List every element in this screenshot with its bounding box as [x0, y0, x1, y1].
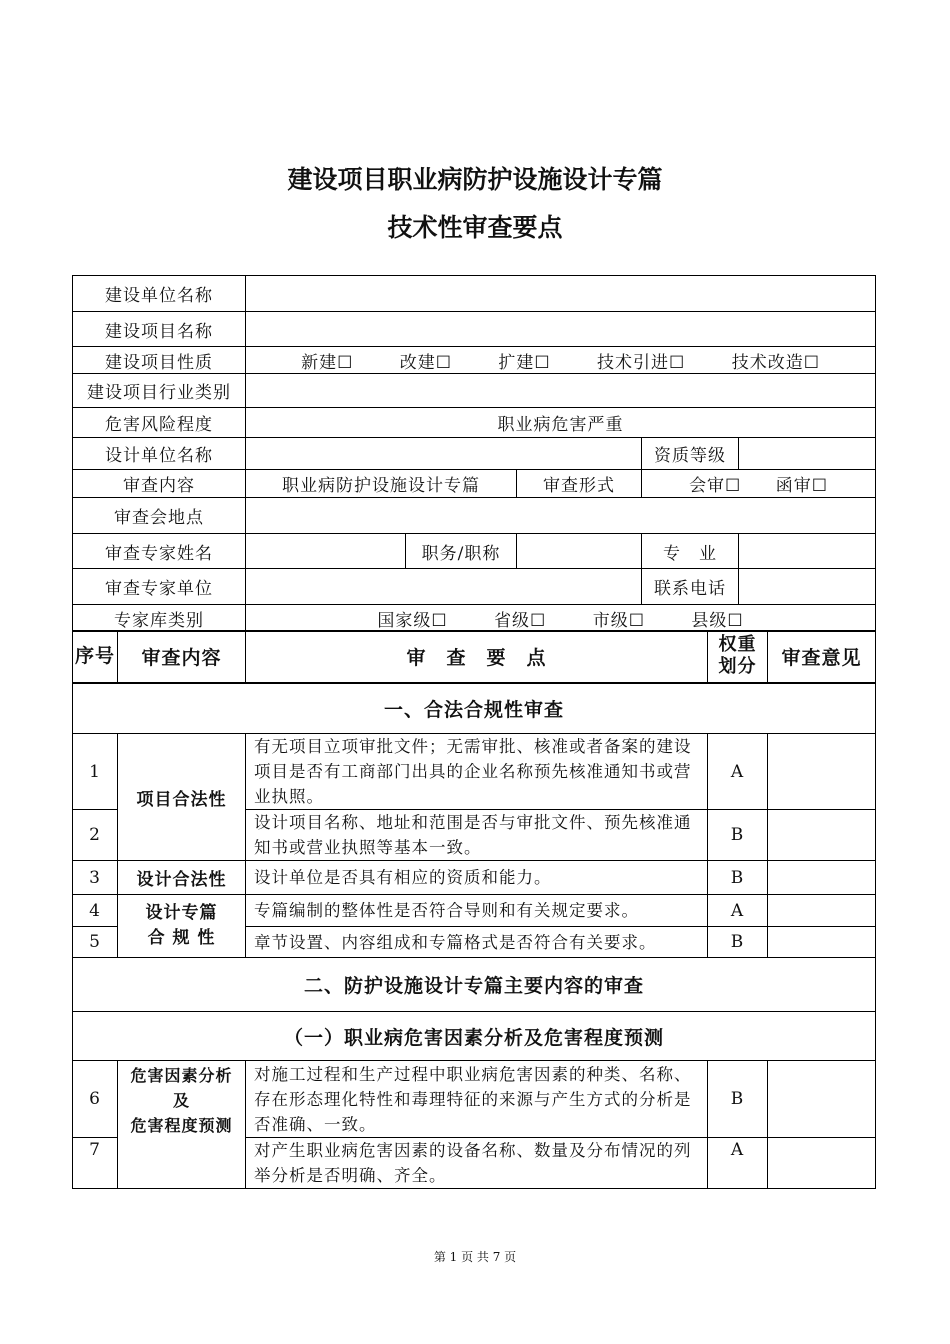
- label-library: 专家库类别: [73, 605, 246, 632]
- row-2-text: 设计项目名称、地址和范围是否与审批文件、预先核准通知书或营业执照等基本一致。: [246, 810, 708, 861]
- row-5-text: 章节设置、内容组成和专篇格式是否符合有关要求。: [246, 927, 708, 958]
- option-provincial[interactable]: 省级☐: [494, 610, 547, 631]
- field-expert-unit[interactable]: [246, 569, 642, 605]
- section-main-content: 二、防护设施设计专篇主要内容的审查: [73, 958, 876, 1012]
- header-content: 审查内容: [118, 631, 246, 683]
- label-unit-name: 建设单位名称: [73, 276, 246, 312]
- label-review-content: 审查内容: [73, 470, 246, 498]
- row-6-weight: B: [708, 1061, 768, 1138]
- label-position: 职务/职称: [406, 534, 517, 569]
- option-tech-import[interactable]: 技术引进☐: [597, 352, 686, 373]
- group-special-compliance-line2: 合 规 性: [147, 928, 216, 948]
- row-3-opinion[interactable]: [768, 861, 876, 895]
- field-unit-name[interactable]: [246, 276, 876, 312]
- row-6-text: 对施工过程和生产过程中职业病危害因素的种类、名称、存在形态理化特性和毒理特征的来源与产生方式的分析是否准确、一致。: [246, 1061, 708, 1138]
- field-position[interactable]: [517, 534, 642, 569]
- group-hazard-analysis: [118, 1061, 246, 1189]
- row-7-opinion[interactable]: [768, 1138, 876, 1189]
- header-points: 审 查 要 点: [246, 631, 708, 683]
- document-subtitle: 技术性审查要点: [387, 213, 563, 242]
- row-7-text: 对产生职业病危害因素的设备名称、数量及分布情况的列举分析是否明确、齐全。: [246, 1138, 708, 1189]
- group-design-legality: 设计合法性: [118, 861, 246, 895]
- review-content-value: 职业病防护设施设计专篇: [246, 470, 517, 498]
- field-industry[interactable]: [246, 374, 876, 408]
- field-venue[interactable]: [246, 498, 876, 534]
- row-1-opinion[interactable]: [768, 734, 876, 810]
- label-industry: 建设项目行业类别: [73, 374, 246, 408]
- option-letter-review[interactable]: 函审☐: [775, 476, 828, 496]
- label-risk: 危害风险程度: [73, 408, 246, 438]
- row-5-opinion[interactable]: [768, 927, 876, 958]
- row-3-text: 设计单位是否具有相应的资质和能力。: [246, 861, 708, 895]
- label-qualification: 资质等级: [642, 438, 739, 470]
- page-footer: 第 1 页 共 7 页: [433, 1250, 517, 1264]
- group-hazard-line1: 危害因素分析: [130, 1066, 233, 1085]
- row-4-no: 4: [73, 895, 118, 927]
- row-4-text: 专篇编制的整体性是否符合导则和有关规定要求。: [246, 895, 708, 927]
- field-qualification[interactable]: [739, 438, 876, 470]
- option-county[interactable]: 县级☐: [691, 610, 744, 631]
- option-city[interactable]: 市级☐: [592, 610, 645, 631]
- header-opinion: 审查意见: [768, 631, 876, 683]
- row-1-text: 有无项目立项审批文件；无需审批、核准或者备案的建设项目是否有工商部门出具的企业名称预先核准通知书或营业执照。: [246, 734, 708, 810]
- section-legal-compliance: 一、合法合规性审查: [73, 683, 876, 734]
- row-5-no: 5: [73, 927, 118, 958]
- row-4-opinion[interactable]: [768, 895, 876, 927]
- row-2-opinion[interactable]: [768, 810, 876, 861]
- nature-options: [246, 347, 876, 374]
- option-expand[interactable]: 扩建☐: [498, 352, 551, 373]
- subsection-hazard-analysis: （一）职业病危害因素分析及危害程度预测: [73, 1012, 876, 1061]
- document-title: 建设项目职业病防护设施设计专篇: [287, 165, 663, 194]
- header-weight: 权重划分: [708, 631, 768, 683]
- option-joint-review[interactable]: 会审☐: [689, 476, 742, 496]
- label-project-nature: 建设项目性质: [73, 347, 246, 374]
- row-1-no: 1: [73, 734, 118, 810]
- library-options: [246, 605, 876, 632]
- label-expert-unit: 审查专家单位: [73, 569, 246, 605]
- option-tech-upgrade[interactable]: 技术改造☐: [731, 352, 820, 373]
- row-2-no: 2: [73, 810, 118, 861]
- row-5-weight: B: [708, 927, 768, 958]
- option-national[interactable]: 国家级☐: [377, 610, 448, 631]
- option-new-build[interactable]: 新建☐: [301, 352, 354, 373]
- field-design-unit[interactable]: [246, 438, 642, 470]
- label-expert-name: 审查专家姓名: [73, 534, 246, 569]
- row-1-weight: A: [708, 734, 768, 810]
- label-project-name: 建设项目名称: [73, 312, 246, 347]
- row-7-weight: A: [708, 1138, 768, 1189]
- field-expert-name[interactable]: [246, 534, 406, 569]
- label-review-form: 审查形式: [517, 470, 642, 498]
- row-6-no: 6: [73, 1061, 118, 1138]
- group-special-compliance-line1: 设计专篇: [145, 903, 218, 923]
- group-hazard-line3: 危害程度预测: [130, 1116, 233, 1135]
- risk-value: 职业病危害严重: [246, 408, 876, 438]
- row-4-weight: A: [708, 895, 768, 927]
- label-specialty: 专 业: [642, 534, 739, 569]
- field-specialty[interactable]: [739, 534, 876, 569]
- project-info-table: [72, 275, 876, 632]
- field-project-name[interactable]: [246, 312, 876, 347]
- row-3-no: 3: [73, 861, 118, 895]
- field-phone[interactable]: [739, 569, 876, 605]
- label-design-unit: 设计单位名称: [73, 438, 246, 470]
- row-3-weight: B: [708, 861, 768, 895]
- row-7-no: 7: [73, 1138, 118, 1189]
- label-venue: 审查会地点: [73, 498, 246, 534]
- group-special-compliance: [118, 895, 246, 958]
- label-phone: 联系电话: [642, 569, 739, 605]
- group-hazard-line2: 及: [172, 1091, 190, 1110]
- header-seq: 序号: [73, 631, 118, 683]
- form-options: [642, 470, 876, 498]
- group-project-legality: 项目合法性: [118, 734, 246, 861]
- review-points-table: [72, 630, 876, 1189]
- row-6-opinion[interactable]: [768, 1061, 876, 1138]
- option-rebuild[interactable]: 改建☐: [399, 352, 452, 373]
- row-2-weight: B: [708, 810, 768, 861]
